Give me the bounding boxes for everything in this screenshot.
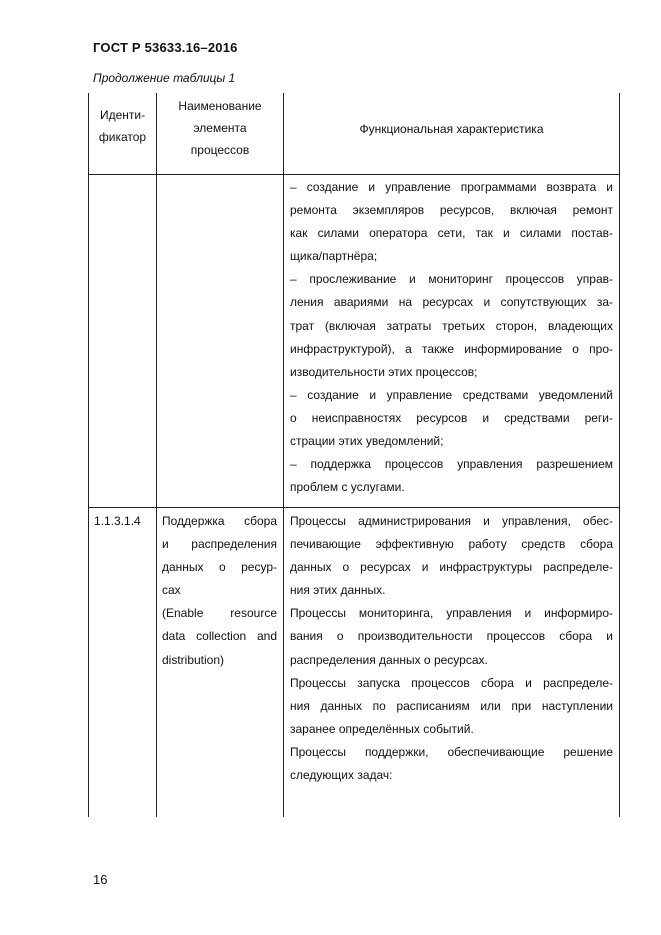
row1-functional-text	[290, 176, 613, 499]
text-line: страции этих уведомлений;	[290, 434, 444, 449]
text-line: Процессы запуска процессов сбора и распределе-	[290, 675, 613, 690]
text-line: и распределения	[162, 537, 277, 552]
text-line: ления авариями на ресурсах и сопутствующих за-	[290, 295, 613, 310]
header-functional-characteristic: Функциональная характеристика	[359, 122, 544, 136]
text-line: ния этих данных.	[290, 583, 386, 598]
table-border-col1	[156, 93, 157, 817]
row2-process-name	[162, 510, 277, 672]
document-code: ГОСТ Р 53633.16–2016	[93, 40, 238, 55]
table-border-left	[88, 93, 89, 817]
text-line: – поддержка процессов управления разрешением	[290, 457, 613, 472]
header-id	[89, 104, 156, 148]
text-line: трат (включая затраты третьих сторон, владеющих	[290, 318, 613, 333]
text-line: (Enable resource	[162, 606, 277, 621]
text-line: следующих задач:	[290, 768, 393, 783]
text-line: инфраструктурой), а также информирование о про-	[290, 341, 613, 356]
text-line: data collection and	[162, 629, 277, 644]
text-line: – создание и управление программами возврата и	[290, 180, 613, 194]
text-line: данных о ресурсах и инфраструктуры распределе-	[290, 560, 613, 575]
header-id-line: Иденти-	[99, 108, 146, 122]
row2-identifier: 1.1.3.1.4	[94, 514, 141, 528]
text-line: Процессы администрирования и управления, обес-	[290, 514, 613, 528]
text-line: Процессы мониторинга, управления и информиро-	[290, 606, 613, 621]
text-line: – прослеживание и мониторинг процессов управ-	[290, 272, 613, 287]
header-name-line: процессов	[190, 143, 250, 157]
text-line: ния данных по расписаниям или при наступлении	[290, 698, 613, 713]
text-line: заранее определённых событий.	[290, 721, 474, 736]
text-line: как силами оператора сети, так и силами постав-	[290, 226, 613, 241]
text-line: щика/партнёра;	[290, 249, 378, 264]
text-line: изводительности этих процессов;	[290, 364, 478, 379]
text-line: сах	[162, 583, 181, 598]
header-id-line: фикатор	[98, 130, 147, 144]
text-line: Поддержка сбора	[162, 514, 277, 528]
table-border-col2	[283, 93, 284, 817]
text-line: Процессы поддержки, обеспечивающие решение	[290, 744, 613, 759]
header-name	[157, 95, 283, 161]
text-line: проблем с услугами.	[290, 480, 405, 495]
text-line: – создание и управление средствами уведомлений	[290, 387, 613, 402]
table-header-divider	[88, 174, 619, 175]
table-row-divider	[88, 507, 619, 508]
text-line: печивающие эффективную работу средств сбора	[290, 537, 613, 552]
text-line: distribution)	[162, 652, 225, 667]
page-number: 16	[93, 872, 108, 887]
text-line: вания о производительности процессов сбора и	[290, 629, 613, 644]
text-line: ремонта экземпляров ресурсов, включая ремонт	[290, 203, 613, 218]
table-caption: Продолжение таблицы 1	[93, 71, 236, 85]
table-border-right	[619, 93, 620, 817]
header-name-line: Наименование	[178, 99, 262, 113]
row2-functional-text	[290, 510, 613, 787]
text-line: о неисправностях ресурсов и средствами реги-	[290, 410, 613, 425]
text-line: распределения данных о ресурсах.	[290, 652, 488, 667]
text-line: данных о ресур-	[162, 560, 277, 575]
header-name-line: элемента	[193, 121, 247, 135]
